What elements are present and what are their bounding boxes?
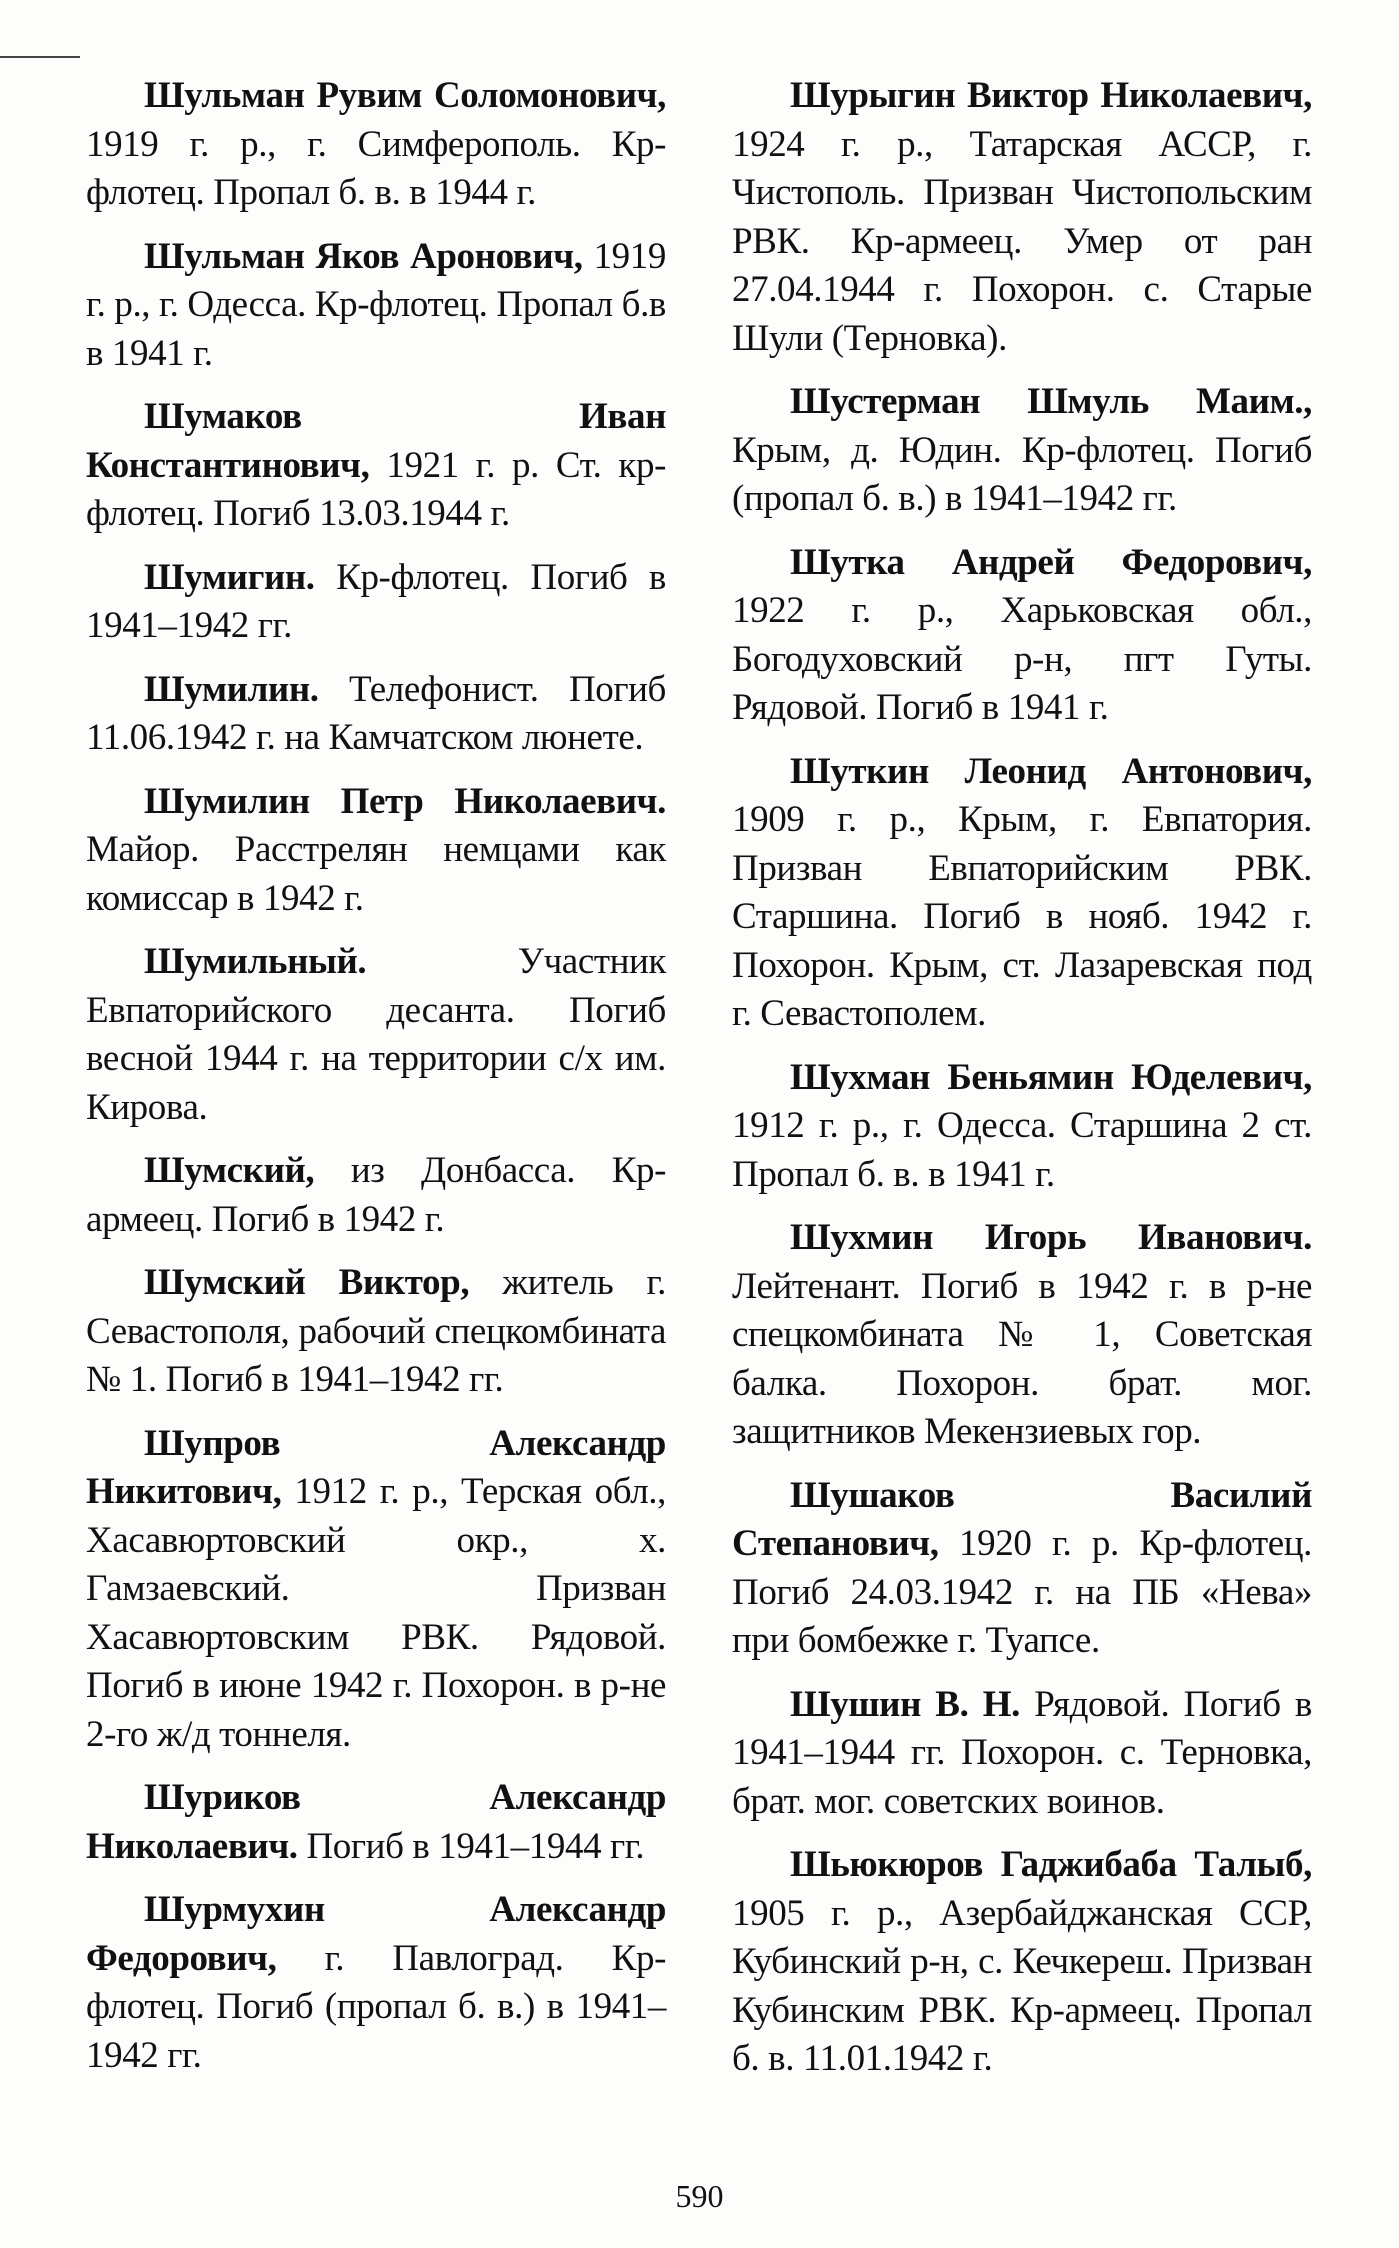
entry-name: Шурыгин Виктор Николаевич, [790, 75, 1312, 116]
entry-name: Шупров Александр Никитович, [86, 1422, 666, 1512]
right-column [732, 72, 1312, 2099]
entry [86, 1259, 666, 1405]
entry-name: Шумилин Петр Николаевич. [144, 780, 666, 822]
entry-name: Шумилин. [144, 668, 319, 710]
entry-text: Лейтенант. Погиб в 1942 г. в р-не спецкомбината № 1, Советская балка. Похорон. брат. мог. защитников Мекензиевых гор. [732, 1265, 1312, 1452]
entry-name: Шульман Рувим Соломонович, [144, 75, 666, 116]
entry-text: 1921 г. р. Ст. кр-флотец. Погиб 13.03.1944 г. [86, 444, 666, 534]
entry [732, 72, 1312, 363]
entry-text: Майор. Расстрелян немцами как комиссар в 1942 г. [86, 829, 666, 919]
entry-text: Крым, д. Юдин. Кр-флотец. Погиб (пропал б. в.) в 1941–1942 гг. [732, 429, 1312, 519]
entry [732, 1841, 1312, 2084]
entry [732, 1681, 1312, 1827]
entry-name: Шурмухин Александр Федорович, [86, 1889, 666, 1979]
entry [86, 393, 666, 539]
entry-text: 1912 г. р., Терская обл., Хасавюртовский окр., х. Гамзаевский. Призван Хасавюртовским РВК. Рядовой. Погиб в июне 1942 г. Похорон. в р-не 2-го ж/д тоннеля. [86, 1471, 666, 1755]
entry [732, 1054, 1312, 1200]
entry-name: Шутка Андрей Федорович, [790, 541, 1312, 583]
entry-text: Кр-флотец. Погиб в 1941–1942 гг. [86, 556, 666, 646]
entry-name: Шухмин Игорь Иванович. [790, 1217, 1312, 1258]
entry [86, 666, 666, 763]
entry [732, 1472, 1312, 1666]
entry-name: Шумильный. [144, 941, 367, 982]
entry [732, 539, 1312, 733]
entry-text: 1919 г. р., г. Симферополь. Кр-флотец. Пропал б. в. в 1944 г. [86, 123, 666, 213]
entry-text: Участник Евпаторийского десанта. Погиб весной 1944 г. на территории с/х им. Кирова. [86, 941, 666, 1128]
entry-name: Шумаков Иван Константинович, [86, 396, 666, 486]
entry [86, 1147, 666, 1244]
entry-name: Шуткин Леонид Антонович, [790, 750, 1312, 792]
entry [86, 554, 666, 651]
entry-text: 1905 г. р., Азербайджанская ССР, Кубинский р-н, с. Кечкереш. Призван Кубинским РВК. Кр-армеец. Пропал б. в. 11.01.1942 г. [732, 1892, 1312, 2079]
corner-rule [0, 56, 80, 58]
entry-name: Шульман Яков Аронович, [144, 235, 583, 277]
entry [86, 1420, 666, 1760]
entry-name: Шумигин. [144, 556, 315, 598]
entry-text: 1909 г. р., Крым, г. Евпатория. Призван Евпаторийским РВК. Старшина. Погиб в нояб. 1942 г. Похорон. Крым, ст. Лазаревская под г. Севастополем. [732, 799, 1312, 1034]
entry-text: Рядовой. Погиб в 1941–1944 гг. Похорон. с. Терновка, брат. мог. советских воинов. [732, 1683, 1312, 1822]
entry [732, 1214, 1312, 1457]
entry-name: Шушаков Василий Степанович, [732, 1474, 1312, 1564]
entry [86, 72, 666, 218]
entry [86, 1886, 666, 2080]
entry-name: Шушин В. Н. [790, 1683, 1020, 1725]
entry-text: 1924 г. р., Татарская АССР, г. Чистополь. Призван Чистопольским РВК. Кр-армеец. Умер от ран 27.04.1944 г. Похорон. с. Старые Шули (Терновка). [732, 123, 1312, 359]
entry [86, 1774, 666, 1871]
entry-text: 1919 г. р., г. Одесса. Кр-флотец. Пропал б.в в 1941 г. [86, 235, 666, 374]
entry-name: Шумский, [144, 1150, 315, 1191]
entry-text: Телефонист. Погиб 11.06.1942 г. на Камчатском люнете. [86, 668, 666, 758]
entry-name: Шуриков Александр Николаевич. [86, 1777, 666, 1867]
entry [86, 233, 666, 379]
entry-name: Шьюкюров Гаджибаба Талыб, [790, 1844, 1312, 1885]
entry-name: Шустерман Шмуль Маим., [790, 381, 1312, 422]
page-number: 590 [675, 2178, 724, 2214]
entry-text: 1922 г. р., Харьковская обл., Богодуховский р-н, пгт Гуты. Рядовой. Погиб в 1941 г. [732, 590, 1312, 728]
entry-text: 1920 г. р. Кр-флотец. Погиб 24.03.1942 г. на ПБ «Нева» при бомбежке г. Туапсе. [732, 1523, 1312, 1661]
left-column [86, 72, 666, 2095]
entry-text: житель г. Севастополя, рабочий спецкомбината № 1. Погиб в 1941–1942 гг. [86, 1262, 666, 1400]
entry-text: из Донбасса. Кр-армеец. Погиб в 1942 г. [86, 1150, 666, 1240]
entry-text: Погиб в 1941–1944 гг. [297, 1825, 645, 1867]
entry-name: Шухман Беньямин Юделевич, [790, 1056, 1312, 1098]
entry [86, 938, 666, 1132]
entry-text: г. Павлоград. Кр-флотец. Погиб (пропал б. в.) в 1941–1942 гг. [86, 1937, 666, 2076]
entry [86, 778, 666, 924]
entry [732, 748, 1312, 1039]
entry [732, 378, 1312, 524]
entry-text: 1912 г. р., г. Одесса. Старшина 2 ст. Пропал б. в. в 1941 г. [732, 1105, 1312, 1195]
entry-name: Шумский Виктор, [144, 1262, 470, 1303]
